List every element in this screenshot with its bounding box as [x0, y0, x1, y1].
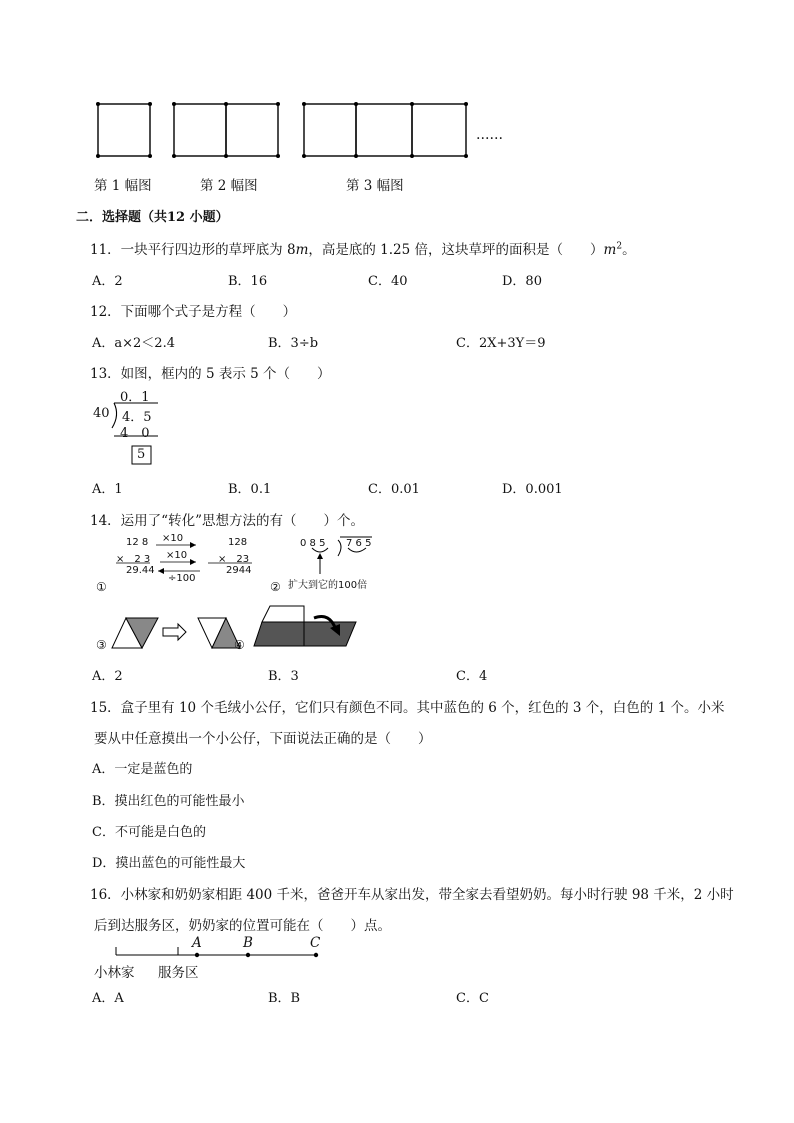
q15-option-b[interactable]: B．摸出红色的可能性最小	[92, 794, 245, 809]
q16-option-a[interactable]: A．A	[92, 991, 124, 1006]
fig3-number: ③	[96, 638, 107, 652]
fig2-number: ②	[270, 580, 281, 594]
division-remainder: 5	[137, 447, 146, 462]
q14-option-c[interactable]: C．4	[456, 669, 488, 684]
q15-line1: 15．盒子里有 10 个毛绒小公仔，它们只有颜色不同。其中蓝色的 6 个，红色的 3 个，白色的 1 个。小米	[90, 700, 725, 716]
q11-stem-b: ，高是底的 1.25 倍，这块草坪的面积是（ ）	[308, 242, 604, 258]
q11-option-c[interactable]: C．40	[368, 274, 408, 289]
division-divisor: 40	[93, 406, 110, 421]
q16-line1: 16．小林家和奶奶家相距 400 千米，爸爸开车从家出发，带全家去看望奶奶。每小时行驶 98 千米，2 小时	[90, 887, 734, 903]
caption-1: 第 1 幅图	[94, 178, 152, 194]
q13-stem: 13．如图，框内的 5 表示 5 个（ ）	[90, 366, 331, 382]
fig1-op3: ÷100	[168, 573, 196, 584]
q16-option-c[interactable]: C．C	[456, 991, 489, 1006]
q11-option-a[interactable]: A．2	[92, 274, 123, 289]
q11-m: m	[295, 242, 309, 258]
q16-option-b[interactable]: B．B	[268, 991, 301, 1006]
fig1-number: ①	[96, 580, 107, 594]
fig1-b1: 128	[228, 537, 248, 548]
q13-option-a[interactable]: A．1	[92, 482, 123, 497]
q13-option-d[interactable]: D．0.001	[502, 482, 563, 497]
fig2-left: 0 8 5	[300, 538, 326, 549]
q15-option-a[interactable]: A．一定是蓝色的	[92, 762, 193, 777]
fig1-op2: ×10	[166, 550, 188, 561]
q11-option-b[interactable]: B．16	[228, 274, 268, 289]
q11-stem-a: 11．一块平行四边形的草坪底为 8	[90, 242, 296, 258]
q15-option-d[interactable]: D．摸出蓝色的可能性最大	[92, 856, 246, 871]
fig1-a3: 29.44	[126, 565, 155, 576]
ellipsis: ……	[476, 127, 503, 143]
fig1-a1: 12 8	[126, 537, 149, 548]
fig1-b3: 2944	[226, 565, 252, 576]
division-product: 4 0	[120, 426, 150, 441]
q11-end: 。	[622, 242, 636, 258]
section-title: 二．选择题（共12 小题）	[76, 210, 229, 225]
q12-option-a[interactable]: A．a×2＜2.4	[92, 336, 175, 351]
fig1-b2: × 23	[218, 554, 250, 565]
q15-line2: 要从中任意摸出一个小公仔，下面说法正确的是（ ）	[94, 731, 432, 747]
fig4-number: ④	[234, 638, 245, 652]
q14-option-b[interactable]: B．3	[268, 669, 299, 684]
service-label: 服务区	[158, 965, 199, 981]
point-a-label: A	[192, 935, 202, 951]
caption-3: 第 3 幅图	[346, 178, 404, 194]
q11-sup: 2	[616, 241, 623, 252]
q12-option-b[interactable]: B．3÷b	[268, 336, 319, 351]
division-dividend: 4．5	[122, 410, 152, 425]
q11-option-d[interactable]: D．80	[502, 274, 542, 289]
q13-option-c[interactable]: C．0.01	[368, 482, 420, 497]
caption-2: 第 2 幅图	[200, 178, 258, 194]
point-b-label: B	[243, 935, 253, 951]
fig1-op1: ×10	[162, 533, 184, 544]
fig1-a2: × 2 3	[116, 554, 151, 565]
fig2-note: 扩大到它的100倍	[288, 580, 368, 591]
division-quotient: 0．1	[120, 390, 150, 405]
fig2-right: 7 6 5	[346, 538, 372, 549]
q14-option-a[interactable]: A．2	[92, 669, 123, 684]
q13-option-b[interactable]: B．0.1	[228, 482, 272, 497]
q11-unit: m	[603, 242, 617, 258]
q12-option-c[interactable]: C．2X+3Y＝9	[456, 336, 546, 351]
q12-stem: 12．下面哪个式子是方程（ ）	[90, 304, 297, 320]
q15-option-c[interactable]: C．不可能是白色的	[92, 825, 206, 840]
q14-stem: 14．运用了“转化”思想方法的有（ ）个。	[90, 513, 364, 529]
q16-line2: 后到达服务区，奶奶家的位置可能在（ ）点。	[94, 918, 391, 934]
home-label: 小林家	[94, 965, 135, 981]
point-c-label: C	[310, 935, 321, 951]
